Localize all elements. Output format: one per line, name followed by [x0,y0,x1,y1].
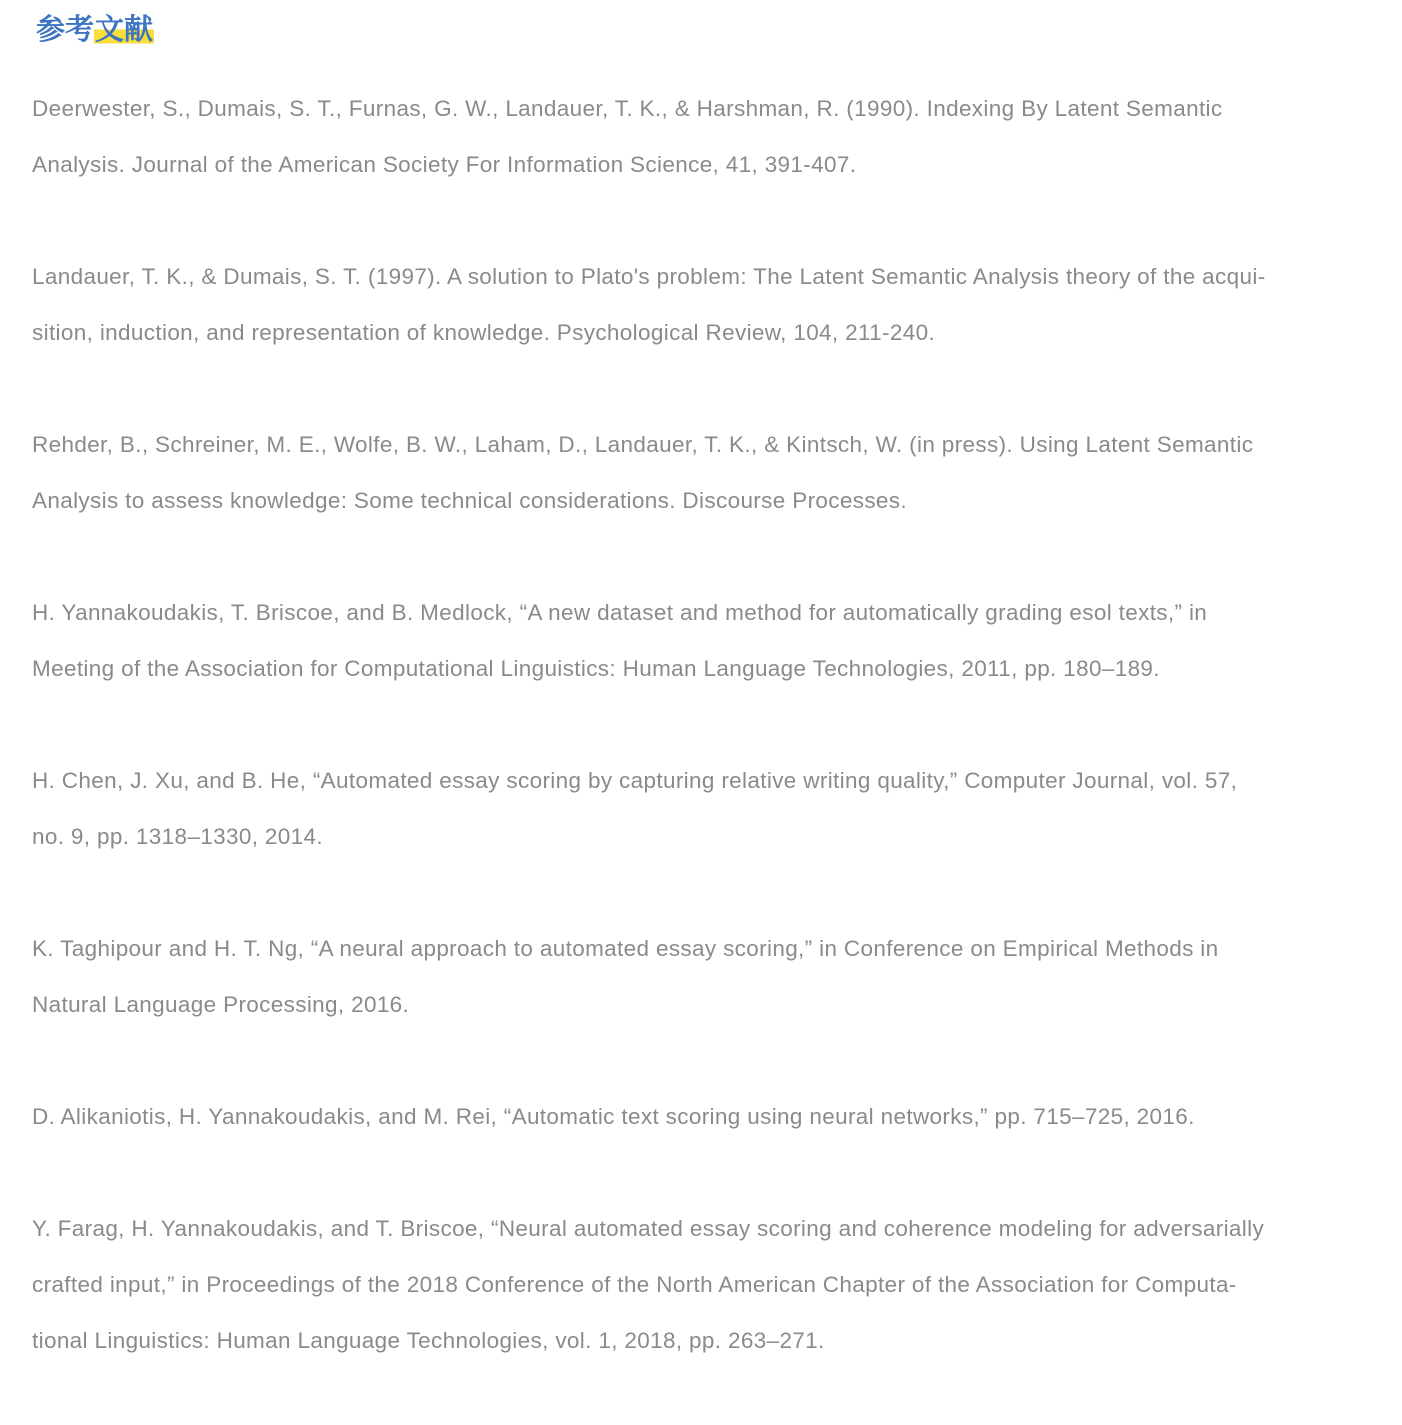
reference-line: Natural Language Processing, 2016. [32,992,410,1017]
reference-line: no. 9, pp. 1318–1330, 2014. [32,824,323,849]
reference-line: H. Yannakoudakis, T. Briscoe, and B. Medlock, “A new dataset and method for automatically grading esol texts,” in [32,600,1208,625]
reference-line: K. Taghipour and H. T. Ng, “A neural approach to automated essay scoring,” in Conference on Empirical Methods in [32,936,1219,961]
reference-item [32,585,1392,697]
reference-line: Analysis to assess knowledge: Some technical considerations. Discourse Processes. [32,488,907,513]
reference-item [32,1201,1392,1369]
reference-line: tional Linguistics: Human Language Technologies, vol. 1, 2018, pp. 263–271. [32,1328,825,1353]
reference-line: Y. Farag, H. Yannakoudakis, and T. Briscoe, “Neural automated essay scoring and coherence modeling for adversarially [32,1216,1265,1241]
heading-text: 参考 [36,12,95,46]
reference-line: Analysis. Journal of the American Society For Information Science, 41, 391-407. [32,152,857,177]
references-heading [36,10,154,48]
reference-line: D. Alikaniotis, H. Yannakoudakis, and M. Rei, “Automatic text scoring using neural networks,” pp. 715–725, 2016. [32,1104,1195,1129]
reference-item [32,1089,1392,1145]
reference-line: Meeting of the Association for Computational Linguistics: Human Language Technologies, 2011, pp. 180–189. [32,656,1160,681]
reference-item [32,921,1392,1033]
reference-item [32,753,1392,865]
reference-line: H. Chen, J. Xu, and B. He, “Automated essay scoring by capturing relative writing quality,” Computer Journal, vol. 57, [32,768,1238,793]
reference-line: Deerwester, S., Dumais, S. T., Furnas, G. W., Landauer, T. K., & Harshman, R. (1990). Indexing By Latent Semantic [32,96,1223,121]
heading-highlighted-text: 文献 [95,12,154,46]
reference-line: crafted input,” in Proceedings of the 2018 Conference of the North American Chapter of the Association for Computa- [32,1272,1237,1297]
reference-line: sition, induction, and representation of knowledge. Psychological Review, 104, 211-240. [32,320,936,345]
reference-item [32,249,1392,361]
reference-line: Landauer, T. K., & Dumais, S. T. (1997). A solution to Plato's problem: The Latent Semantic Analysis theory of the acqui- [32,264,1266,289]
reference-list [32,81,1392,1425]
reference-item [32,417,1392,529]
reference-line: Rehder, B., Schreiner, M. E., Wolfe, B. W., Laham, D., Landauer, T. K., & Kintsch, W. (in press). Using Latent Semantic [32,432,1254,457]
reference-item [32,81,1392,193]
